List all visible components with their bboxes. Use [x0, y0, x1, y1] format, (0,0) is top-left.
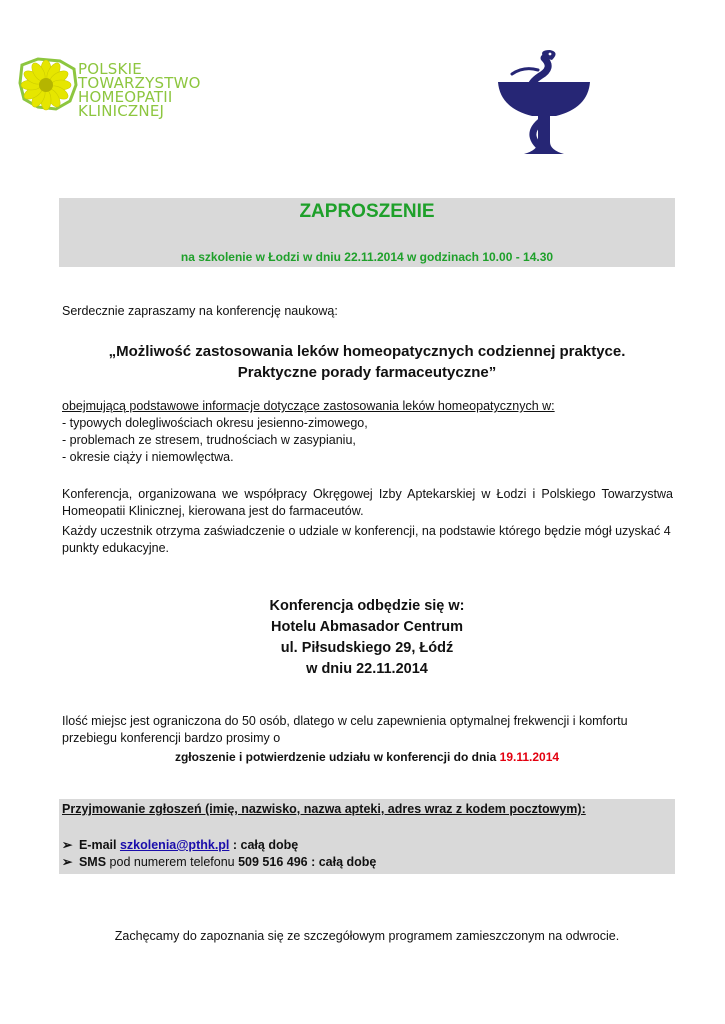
intro-text: Serdecznie zapraszamy na konferencję naukową:	[62, 304, 338, 318]
confirmation-line	[59, 749, 675, 766]
deadline-date: 19.11.2014	[499, 750, 560, 764]
event-subtitle: na szkolenie w Łodzi w dniu 22.11.2014 w godzinach 10.00 - 14.30	[180, 250, 554, 264]
topics-heading: obejmującą podstawowe informacje dotyczące zastosowania leków homeopatycznych w:	[62, 399, 555, 413]
email-link[interactable]: szkolenia@pthk.pl	[119, 838, 230, 852]
venue-block	[59, 596, 675, 680]
venue-line-1: Konferencja odbędzie się w:	[269, 598, 465, 614]
topic-item: - problemach ze stresem, trudnościach w zasypianiu,	[62, 433, 356, 447]
topic-item: - typowych dolegliwościach okresu jesienno-zimowego,	[62, 416, 368, 430]
email-line	[62, 837, 298, 854]
topic-item: - okresie ciąży i niemowlęctwa.	[62, 450, 234, 464]
logo-line-1: POLSKIE	[78, 60, 142, 78]
bowl-of-hygieia-icon	[494, 46, 594, 158]
limits-paragraph: Ilość miejsc jest ograniczona do 50 osób, dlatego w celu zapewnienia optymalnej frekwencji i komfortu przebiegu konferencji bardzo prosimy o	[62, 714, 628, 745]
conference-title	[59, 341, 675, 383]
sms-text: pod numerem telefonu	[106, 855, 239, 869]
venue-date: w dniu 22.11.2014	[306, 661, 428, 677]
email-availability: : całą dobę	[229, 838, 299, 852]
logo-line-3: HOMEOPATII	[78, 88, 173, 106]
confirmation-text: zgłoszenie i potwierdzenie udziału w konferencji do dnia	[174, 750, 497, 764]
venue-address: ul. Piłsudskiego 29, Łódź	[280, 640, 454, 656]
pthk-logo-icon	[16, 55, 82, 115]
bullet-arrow-icon: ➢	[62, 855, 73, 869]
registration-heading: Przyjmowanie zgłoszeń (imię, nazwisko, nazwa apteki, adres wraz z kodem pocztowym):	[62, 802, 586, 816]
sms-label: SMS	[78, 855, 107, 869]
sms-line	[62, 854, 376, 871]
logo-line-2: TOWARZYSTWO	[78, 74, 201, 92]
logo-text	[78, 62, 201, 118]
logo-line-4: KLINICZNEJ	[78, 102, 165, 120]
bullet-arrow-icon: ➢	[62, 838, 73, 852]
page-title: ZAPROSZENIE	[299, 201, 435, 222]
organizers-paragraph: Konferencja, organizowana we współpracy Okręgowej Izby Aptekarskiej w Łodzi i Polskiego Towarzystwa Homeopatii Klinicznej, kierowana jest do farmaceutów.	[62, 487, 673, 518]
venue-hotel: Hotelu Abmasador Centrum	[270, 619, 463, 635]
sms-availability: : całą dobę	[307, 855, 377, 869]
conference-title-line-2: Praktyczne porady farmaceutyczne”	[237, 364, 497, 381]
footer-note: Zachęcamy do zapoznania się ze szczegółowym programem zamieszczonym na odwrocie.	[114, 929, 620, 943]
topics-section	[62, 398, 682, 466]
conference-title-line-1: „Możliwość zastosowania leków homeopatycznych codziennej praktyce.	[108, 343, 626, 360]
certificate-paragraph: Każdy uczestnik otrzyma zaświadczenie o udziale w konferencji, na podstawie którego będzie mógł uzyskać 4 punkty edukacyjne.	[62, 524, 671, 555]
phone-number: 509 516 496	[238, 855, 308, 869]
email-label: E-mail	[78, 838, 117, 852]
